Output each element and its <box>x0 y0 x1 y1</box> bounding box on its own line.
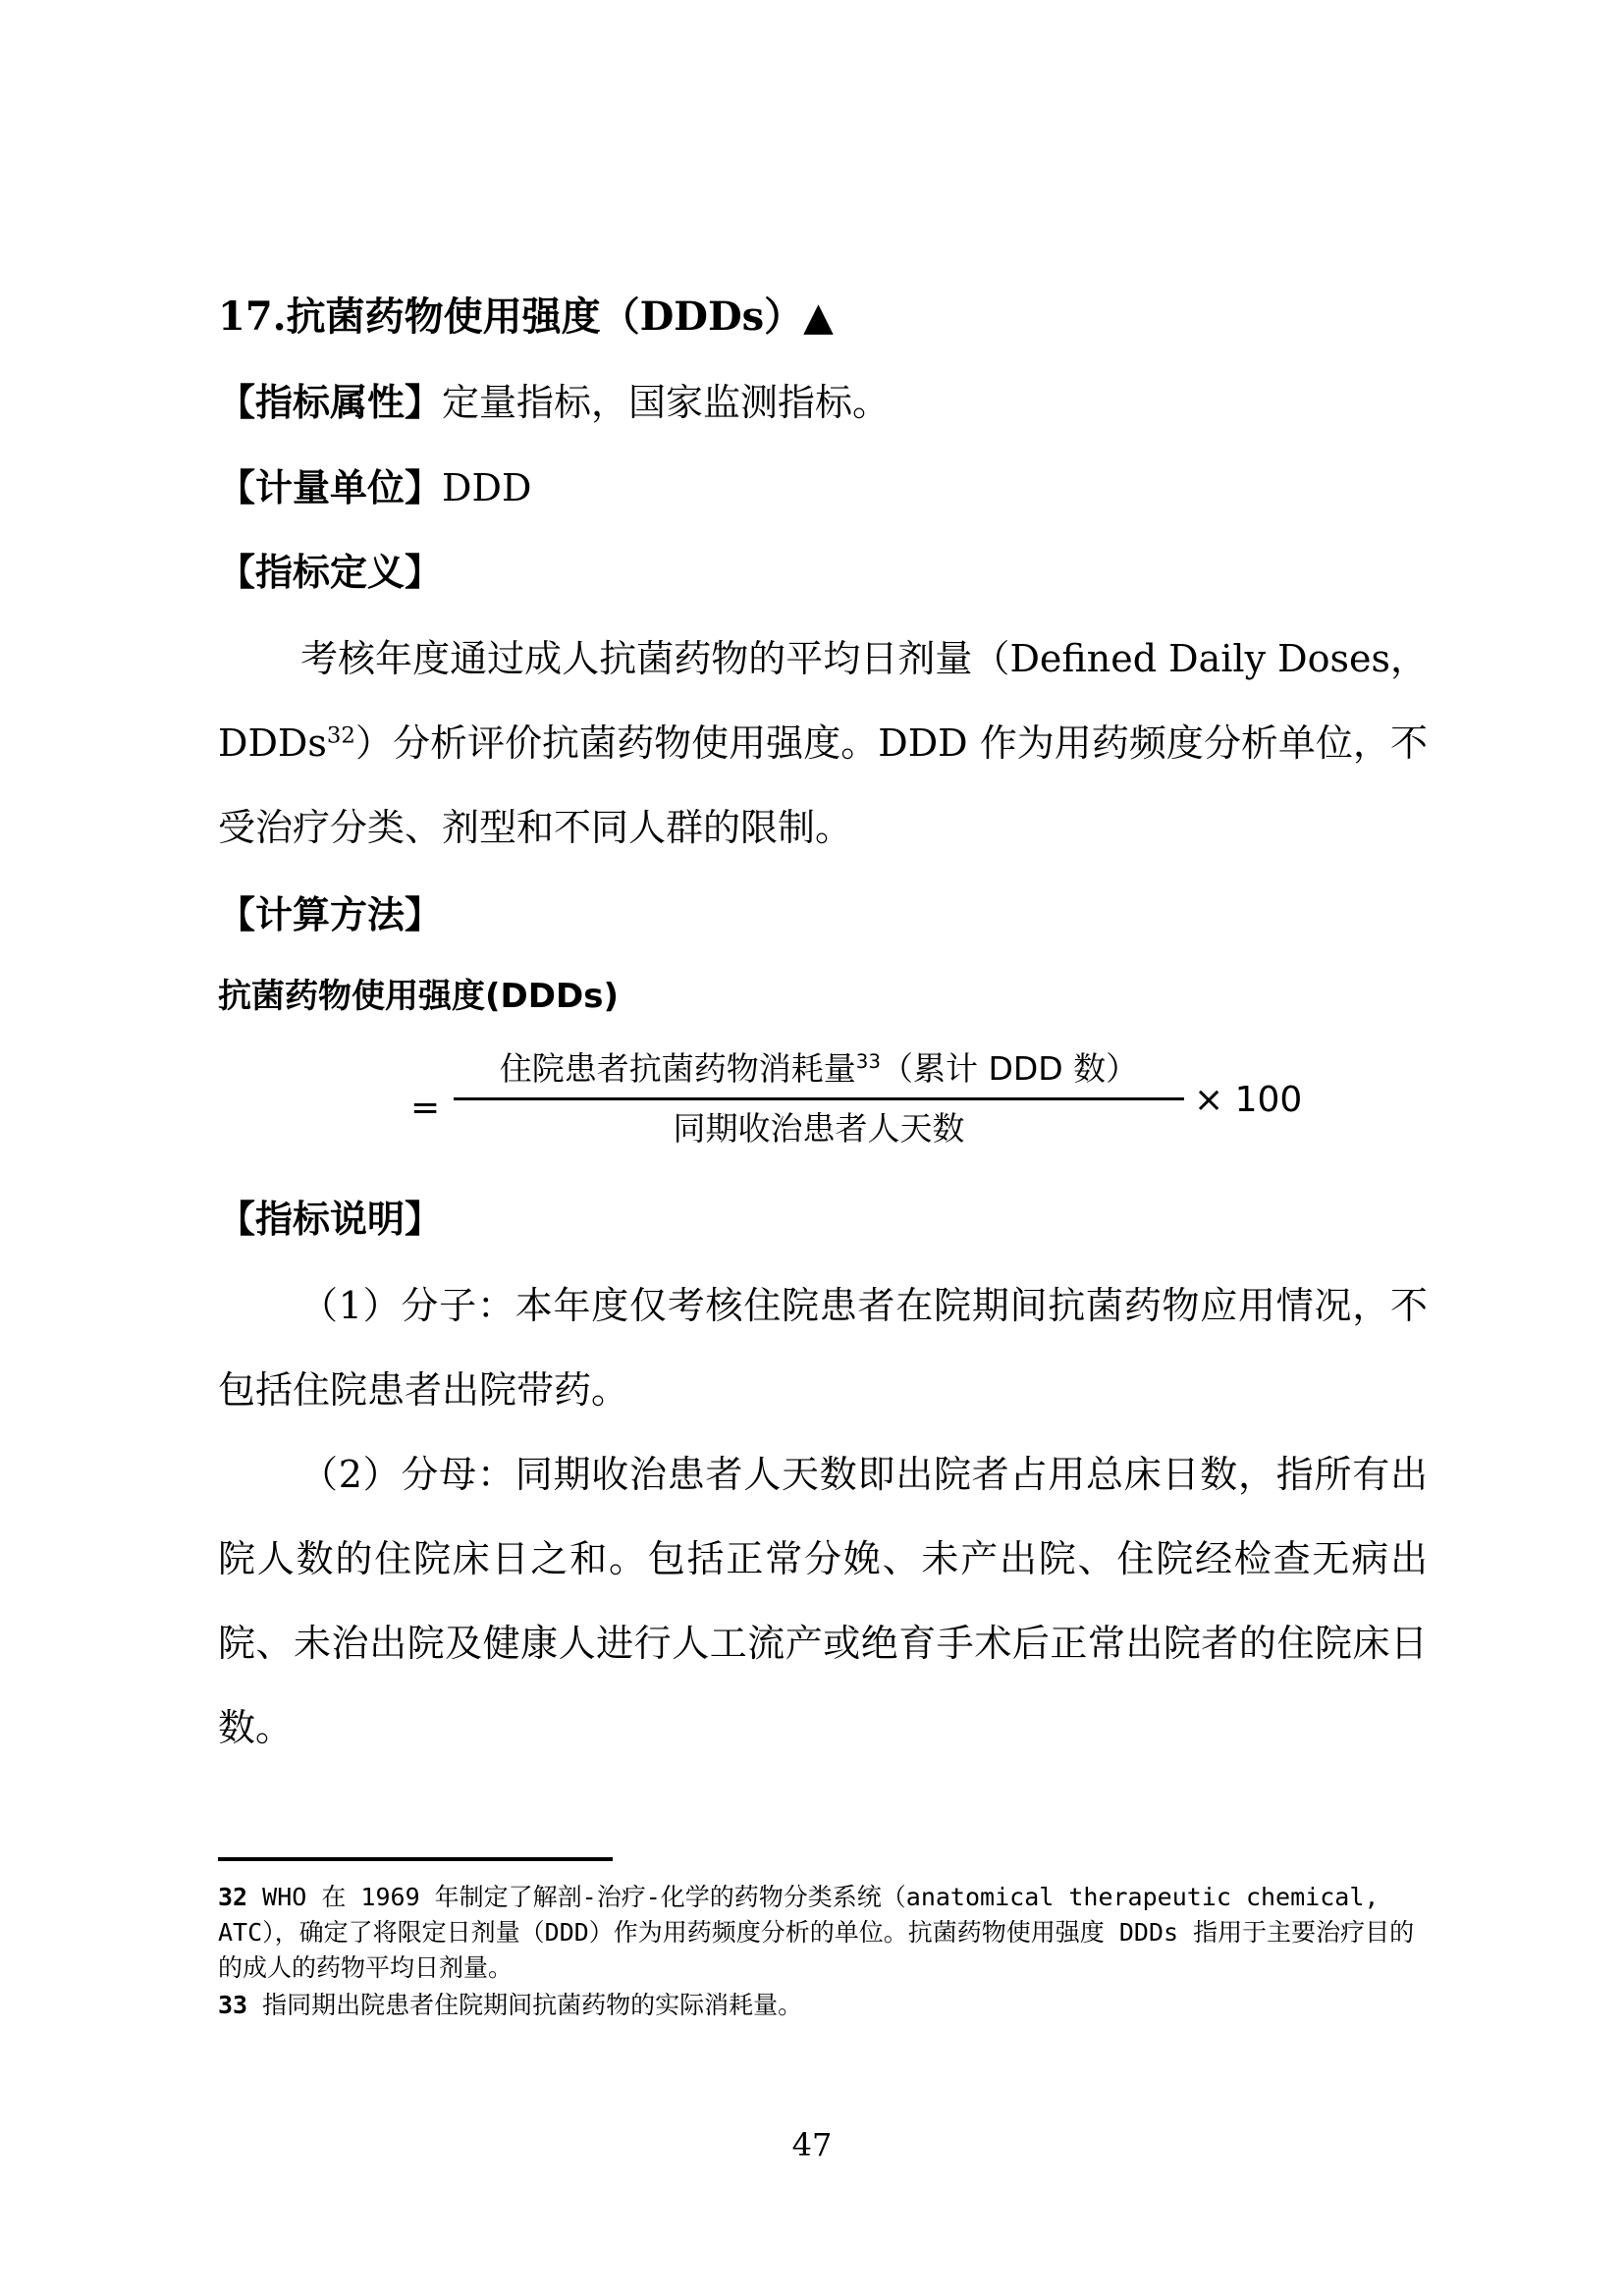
numerator-text-end: （累计 DDD 数） <box>880 1049 1139 1088</box>
formula <box>410 1041 1303 1168</box>
footnote-32-number: 32 <box>218 1883 248 1911</box>
definition-paragraph <box>218 616 1428 870</box>
footnote-32 <box>218 1880 1428 1986</box>
footnote-32-text: WHO 在 1969 年制定了解剖-治疗-化学的药物分类系统（anatomical therapeutic chemical, ATC），确定了将限定日剂量（DDD）作为用药频度分析的单位。抗菌药物使用强度 DDDs 指用于主要治疗目的的成人的药物平均日剂量。 <box>218 1883 1415 1982</box>
measurement-unit-text: DDD <box>442 466 532 509</box>
explanation-item-1: （1）分子：本年度仅考核住院患者在院期间抗菌药物应用情况，不包括住院患者出院带药。 <box>218 1284 1428 1412</box>
fraction <box>454 1041 1184 1157</box>
explanation-item-2: （2）分母：同期收治患者人天数即出院者占用总床日数，指所有出院人数的住院床日之和。包括正常分娩、未产出院、住院经检查无病出院、未治出院及健康人进行人工流产或绝育手术后正常出院者的住院床日数。 <box>218 1453 1428 1749</box>
footnote-33-text: 指同期出院患者住院期间抗菌药物的实际消耗量。 <box>247 1991 803 2019</box>
explanation-label: 【指标说明】 <box>218 1197 443 1241</box>
section-heading: 17.抗菌药物使用强度（DDDs）▲ <box>218 294 834 340</box>
equals-sign: = <box>410 1088 441 1128</box>
indicator-attribute-label: 【指标属性】 <box>218 380 443 424</box>
definition-text: 考核年度通过成人抗菌药物的平均日剂量（Defined Daily Doses，DDDs <box>218 637 1428 765</box>
numerator-text: 住院患者抗菌药物消耗量 <box>499 1049 856 1088</box>
definition-label: 【指标定义】 <box>218 550 443 594</box>
page-number: 47 <box>791 2126 833 2163</box>
footnote-divider <box>218 1857 613 1861</box>
measurement-unit <box>218 458 1428 517</box>
indicator-attribute-text: 定量指标，国家监测指标。 <box>442 381 891 424</box>
footnote-33-number: 33 <box>218 1991 248 2019</box>
denominator: 同期收治患者人天数 <box>673 1109 965 1148</box>
numerator <box>454 1041 1184 1097</box>
footnote-ref-32: 32 <box>326 722 355 749</box>
definition-text-end: ）分析评价抗菌药物使用强度。DDD 作为用药频度分析单位，不受治疗分类、剂型和不同人群的限制。 <box>218 721 1428 849</box>
multiplier: × 100 <box>1194 1080 1303 1120</box>
measurement-unit-label: 【计量单位】 <box>218 465 443 509</box>
footnote-33 <box>218 1988 1428 2023</box>
indicator-attribute <box>218 373 1428 432</box>
calculation-method-label: 【计算方法】 <box>218 892 443 936</box>
formula-name: 抗菌药物使用强度(DDDs) <box>218 977 619 1016</box>
footnote-ref-33: 33 <box>855 1050 881 1073</box>
